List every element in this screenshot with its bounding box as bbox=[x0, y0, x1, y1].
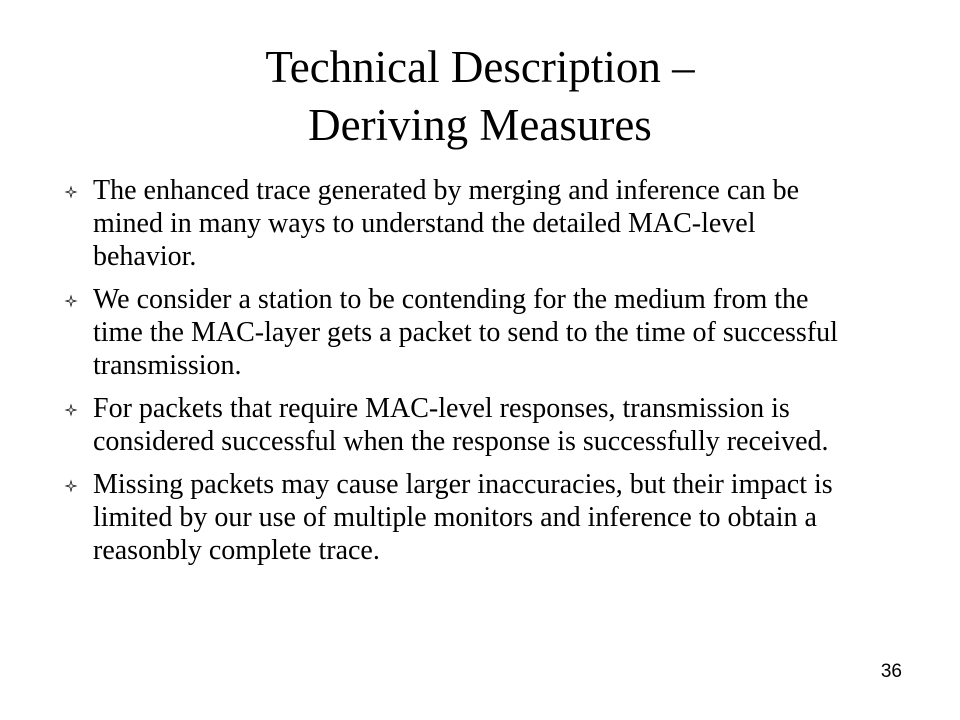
bullet-item bbox=[62, 392, 862, 458]
bullet-item bbox=[62, 174, 862, 273]
bullet-item bbox=[62, 468, 862, 567]
diamond-bullet-icon bbox=[64, 185, 78, 199]
bullet-text: Missing packets may cause larger inaccuracies, but their impact is limited by our use of multiple monitors and inference to obtain a reasonbly complete trace. bbox=[93, 469, 833, 566]
diamond-bullet-icon bbox=[64, 294, 78, 308]
bullet-item bbox=[62, 283, 862, 382]
slide-title-line-2: Deriving Measures bbox=[308, 100, 652, 150]
bullet-text: For packets that require MAC-level responses, transmission is considered successful when the response is successfully received. bbox=[93, 393, 829, 457]
slide-title bbox=[0, 38, 960, 154]
diamond-bullet-icon bbox=[64, 479, 78, 493]
bullet-list bbox=[62, 174, 862, 577]
bullet-text: We consider a station to be contending for the medium from the time the MAC-layer gets a packet to send to the time of successful transmission. bbox=[93, 284, 838, 381]
slide-title-line-1: Technical Description – bbox=[265, 42, 695, 92]
diamond-bullet-icon bbox=[64, 403, 78, 417]
slide-number: 36 bbox=[880, 661, 902, 682]
bullet-text: The enhanced trace generated by merging and inference can be mined in many ways to understand the detailed MAC-level behavior. bbox=[93, 175, 800, 272]
